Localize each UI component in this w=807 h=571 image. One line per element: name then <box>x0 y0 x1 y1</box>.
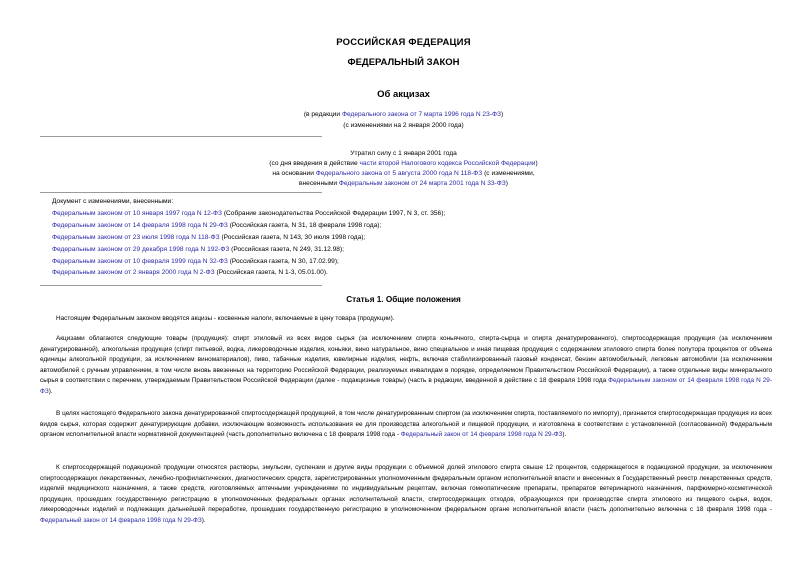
document-title: Об акцизах <box>377 89 430 100</box>
law-33-link[interactable]: Федеральным законом от 24 марта 2001 года N 33-ФЗ <box>338 180 506 187</box>
lost-force-line1: Утратил силу с 1 января 2001 года <box>350 150 457 157</box>
amendment-link[interactable]: Федеральным законом от 2 января 2000 года N 2-ФЗ <box>52 269 215 277</box>
paragraph-4: К спиртосодержащей подакцизной продукции относятся растворы, эмульсии, суспензии и другие виды продукции с объемной долей этилового спирта свыше 12 процентов, содержащегося в подакцизной продукции, за исключением спиртосодержащих лекарственных, лечебно-профилактических, диагностических средств, зарегистрированных уполномоченным федеральным органом исполнительной власти и внесенных в Государственный реестр лекарственных средств, изделий медицинского назначения, а также средств, изготовляемых аптечными учреждениями по индивидуальным рецептам, включая гомеопатические препараты, препаратов ветеринарного назначения, парфюмерно-косметической продукции, прошедших государственную регистрацию в уполномоченных федеральных органах исполнительной власти, спиртосодержащих отходов, образующихся при производстве спирта этилового из пищевого сырья, водок, ликероводочных изделий и подлежащих дальнейшей переработке, прошедших государственную регистрацию в уполномоченном федеральном органе исполнительной власти (часть дополнительно включена с 18 февраля 1998 года - Федеральный закон от 14 февраля 1998 года N 29-ФЗ). <box>40 464 772 524</box>
law-118-link[interactable]: Федерального закона от 5 августа 2000 года N 118-ФЗ <box>315 170 483 177</box>
list-item: Федеральным законом от 14 февраля 1998 года N 29-ФЗ (Российская газета, N 31, 18 февраля 1998 года); <box>52 221 382 229</box>
list-item: Федеральным законом от 29 декабря 1998 года N 192-ФЗ (Российская газета, N 249, 31.12.98); <box>52 245 344 253</box>
law-29-link[interactable]: Федеральный закон от 14 февраля 1998 года N 29-ФЗ <box>40 516 202 524</box>
paragraph-1: Настоящим Федеральным законом вводятся акцизы - косвенные налоги, включаемые в цену товара (продукции). <box>56 315 395 322</box>
lost-force-line3: на основании Федерального закона от 5 августа 2000 года N 118-ФЗ (с изменениями, <box>272 170 535 177</box>
divider <box>40 192 322 193</box>
edition-line: (в редакции Федерального закона от 7 марта 1996 года N 23-ФЗ) <box>303 111 504 118</box>
amendment-link[interactable]: Федеральным законом от 23 июля 1998 года N 118-ФЗ <box>52 233 220 241</box>
changes-note: (с изменениями на 2 января 2000 года) <box>343 122 464 129</box>
paragraph-2: Акцизами облагаются следующие товары (продукция): спирт этиловый из всех видов сырья (за исключением спирта коньячного, спирта-сырца и спирта денатурированного), спиртосодержащая продукция (за исключением денатурированной), алкогольная продукция (спирт питьевой, водка, ликероводочные изделия, коньяки, вино натуральное, вино специальное и иная пищевая продукция с содержанием этилового спирта более полутора процентов от объема единицы алкогольной продукции, за исключением виноматериалов), пиво, табачные изделия, ювелирные изделия, нефть, включая стабилизированный газовый конденсат, бензин автомобильный, легковые автомобили (за исключением автомобилей с ручным управлением, в том числе вновь ввезенных на территорию Российской Федерации, реализуемых инвалидам в порядке, определяемом Правительством Российской Федерации), а также отдельные виды минерального сырья в соответствии с перечнем, утверждаемым Правительством Российской Федерации (далее - подакцизные товары) (часть в редакции, введенной в действие с 18 февраля 1998 года Федеральным законом от 14 февраля 1998 года N 29-ФЗ). <box>40 335 772 395</box>
edition-link[interactable]: Федерального закона от 7 марта 1996 года N 23-ФЗ <box>341 111 501 118</box>
tax-code-link[interactable]: части второй Налогового кодекса Российской Федерации <box>359 160 536 167</box>
lost-force-line4: внесенными Федеральным законом от 24 марта 2001 года N 33-ФЗ) <box>299 180 508 187</box>
amendments-heading: Документ с изменениями, внесенными: <box>52 198 174 205</box>
list-item: Федеральным законом от 23 июля 1998 года N 118-ФЗ (Российская газета, N 143, 30 июля 1998 года); <box>52 233 366 241</box>
law-29-link[interactable]: Федеральным законом от 14 февраля 1998 года N 29-ФЗ <box>40 377 772 395</box>
divider <box>40 285 322 286</box>
amendment-link[interactable]: Федеральным законом от 14 февраля 1998 года N 29-ФЗ <box>52 221 228 229</box>
lost-force-line2: (со дня введения в действие части второй Налогового кодекса Российской Федерации) <box>269 160 538 167</box>
list-item: Федеральным законом от 2 января 2000 года N 2-ФЗ (Российская газета, N 1-3, 05.01.00). <box>52 269 328 277</box>
amendment-link[interactable]: Федеральным законом от 29 декабря 1998 года N 192-ФЗ <box>52 245 230 253</box>
header-law-type: ФЕДЕРАЛЬНЫЙ ЗАКОН <box>347 57 460 68</box>
article-heading: Статья 1. Общие положения <box>346 295 461 304</box>
amendment-link[interactable]: Федеральным законом от 10 февраля 1999 года N 32-ФЗ <box>52 257 228 265</box>
amendment-link[interactable]: Федеральным законом от 10 января 1997 года N 12-ФЗ <box>52 209 222 217</box>
divider <box>40 136 322 137</box>
amendments-list <box>52 196 752 279</box>
paragraph-3: В целях настоящего Федерального закона денатурированной спиртосодержащей продукцией, в том числе денатурированным спиртом (за исключением спирта, поставляемого по импорту), признается спиртосодержащая продукция из всех видов сырья, которая содержит денатурирующие добавки, исключающие возможность использования ее для производства алкогольной и пищевой продукции, и изготовлена в соответствии с установленной (согласованной) Федеральным органом исполнительной власти нормативной документацией (часть дополнительно включена с 18 февраля 1998 года - Федеральный закон от 14 февраля 1998 года N 29-ФЗ). <box>40 410 772 439</box>
list-item: Федеральным законом от 10 января 1997 года N 12-ФЗ (Собрание законодательства Российской Федерации 1997, N 3, ст. 356); <box>52 209 446 217</box>
law-29-link[interactable]: Федеральный закон от 14 февраля 1998 года N 29-ФЗ <box>400 431 563 439</box>
list-item: Федеральным законом от 10 февраля 1999 года N 32-ФЗ (Российская газета, N 30, 17.02.99); <box>52 257 339 265</box>
header-federation: РОССИЙСКАЯ ФЕДЕРАЦИЯ <box>336 37 471 48</box>
